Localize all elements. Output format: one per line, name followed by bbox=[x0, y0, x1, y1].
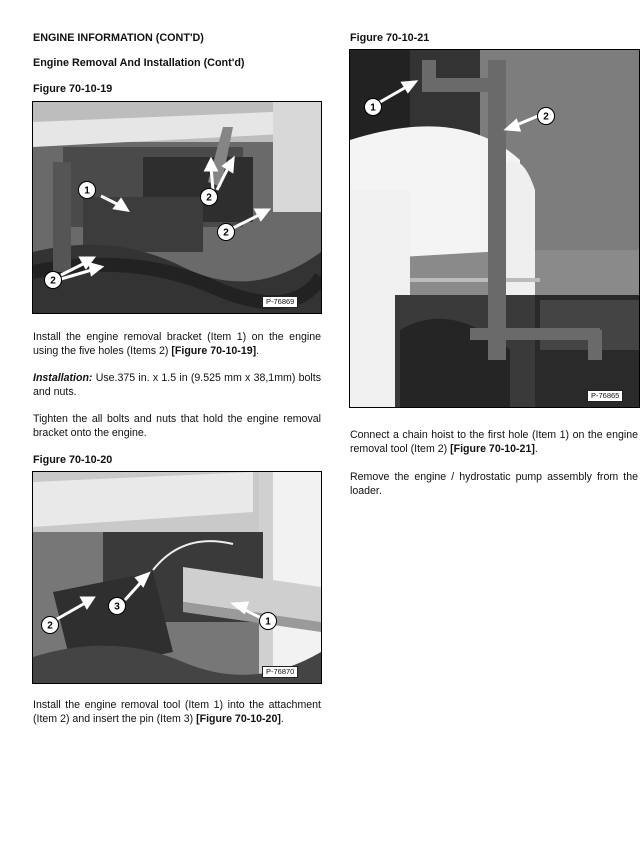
paragraph-remove-engine: Remove the engine / hydrostatic pump assembly from the loader. bbox=[350, 471, 638, 497]
figure-19-code: P-76869 bbox=[262, 296, 298, 308]
callout-2 bbox=[536, 106, 556, 126]
figure-21-title: Figure 70-10-21 bbox=[350, 32, 430, 44]
figure-ref-21[interactable]: [Figure 70-10-21] bbox=[450, 443, 535, 455]
svg-text:2: 2 bbox=[206, 192, 212, 204]
callout-1 bbox=[363, 97, 383, 117]
svg-text:2: 2 bbox=[47, 620, 53, 632]
figure-20-photo bbox=[32, 471, 322, 684]
figure-ref-19[interactable]: [Figure 70-10-19] bbox=[171, 345, 257, 357]
paragraph-install-tool: Install the engine removal tool (Item 1) into the attachment (Item 2) and insert the pin (Item 3) [Figure 70-10-20]. bbox=[33, 699, 321, 725]
callout-3 bbox=[107, 596, 127, 616]
callout-1 bbox=[258, 611, 278, 631]
figure-21-photo bbox=[349, 49, 640, 408]
svg-text:2: 2 bbox=[50, 275, 56, 287]
section-subheading: Engine Removal And Installation (Cont'd) bbox=[33, 57, 245, 69]
figure-ref-20[interactable]: [Figure 70-10-20] bbox=[196, 713, 281, 725]
paragraph-chain-hoist: Connect a chain hoist to the first hole (Item 1) on the engine removal tool (Item 2) [Figure 70-10-21]. bbox=[350, 429, 638, 455]
figure-19-title: Figure 70-10-19 bbox=[33, 83, 113, 95]
paragraph-tighten-bolts: Tighten the all bolts and nuts that hold the engine removal bracket onto the engine. bbox=[33, 413, 321, 439]
section-heading: ENGINE INFORMATION (CONT'D) bbox=[33, 32, 204, 44]
figure-21-code: P-76865 bbox=[587, 390, 623, 402]
callout-2 bbox=[216, 222, 236, 242]
figure-19-photo bbox=[32, 101, 322, 314]
callout-2 bbox=[40, 615, 60, 635]
svg-text:2: 2 bbox=[543, 111, 549, 123]
paragraph-installation-note: Installation: Use.375 in. x 1.5 in (9.525 mm x 38,1mm) bolts and nuts. bbox=[33, 372, 321, 398]
svg-text:1: 1 bbox=[370, 102, 376, 114]
figure-20-code: P-76870 bbox=[262, 666, 298, 678]
callout-2 bbox=[43, 270, 63, 290]
svg-text:3: 3 bbox=[114, 601, 120, 613]
callout-1 bbox=[77, 180, 97, 200]
svg-text:1: 1 bbox=[84, 185, 90, 197]
figure-20-title: Figure 70-10-20 bbox=[33, 454, 113, 466]
paragraph-install-bracket: Install the engine removal bracket (Item 1) on the engine using the five holes (Items 2) [Figure 70-10-19]. bbox=[33, 331, 321, 357]
svg-text:2: 2 bbox=[223, 227, 229, 239]
svg-text:1: 1 bbox=[265, 616, 271, 628]
callout-2 bbox=[199, 187, 219, 207]
